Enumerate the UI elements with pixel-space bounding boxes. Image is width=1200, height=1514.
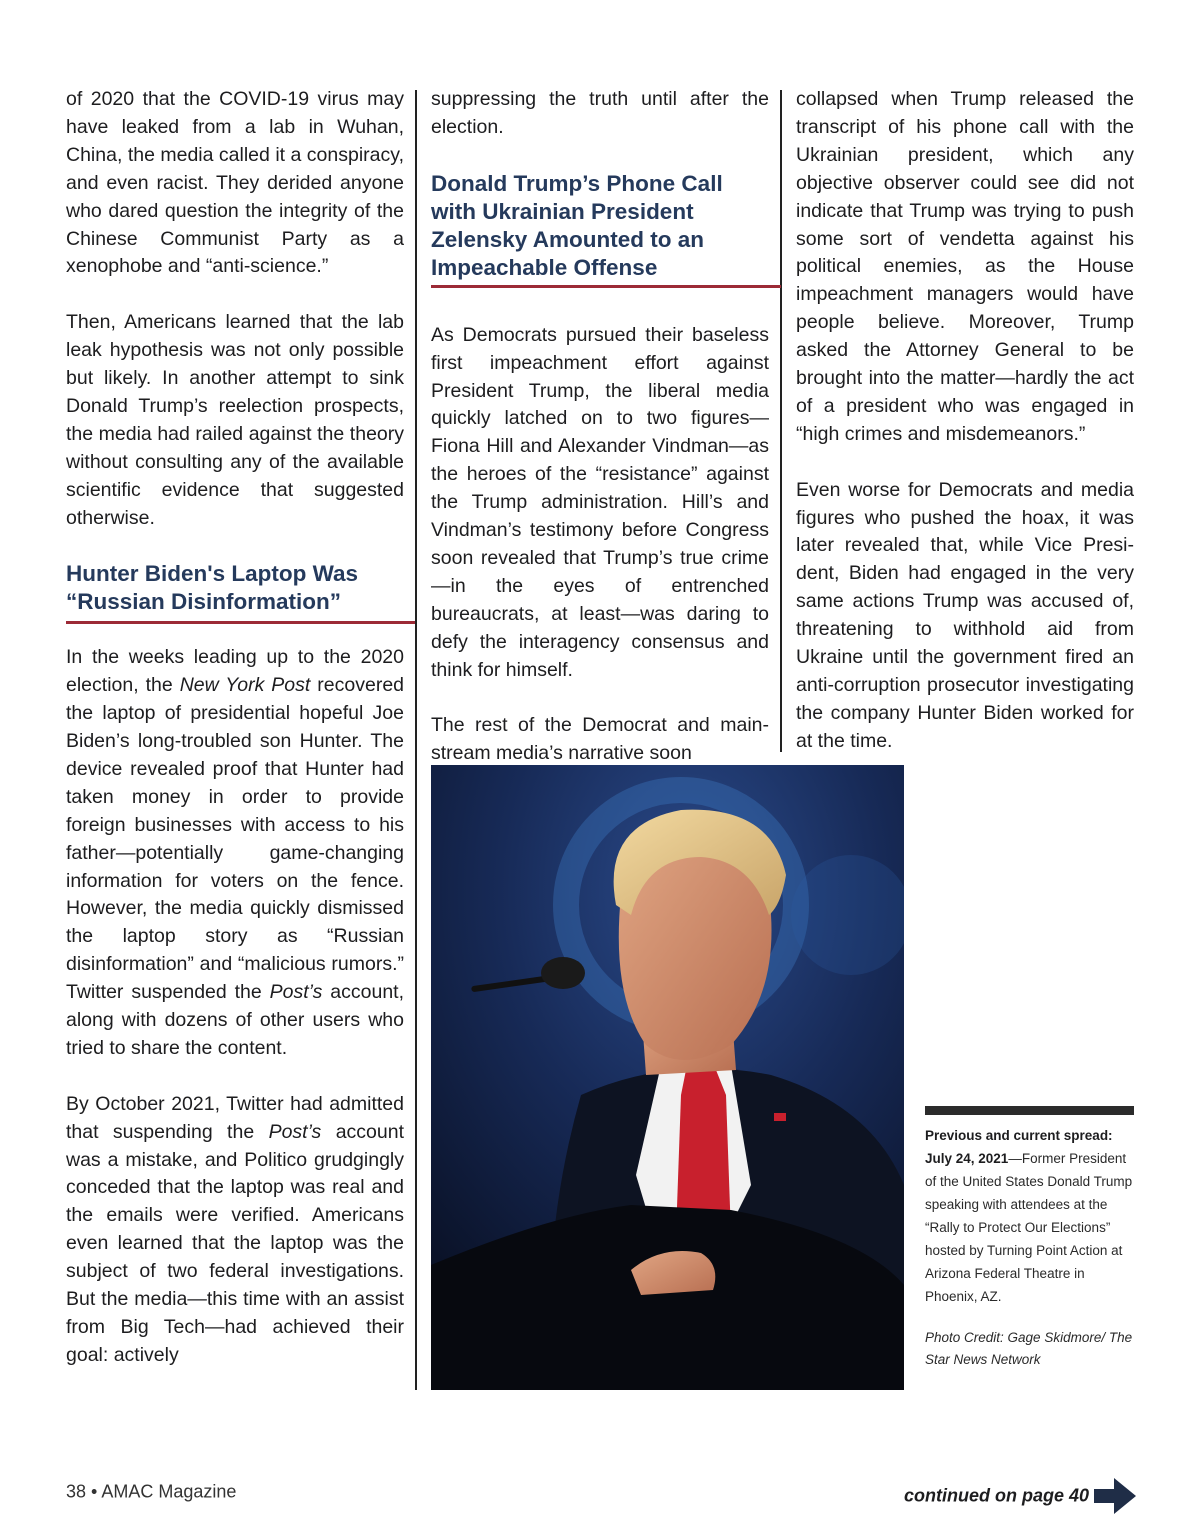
paragraph: suppressing the truth until after the election. <box>431 88 769 138</box>
page-folio: 38 • AMAC Magazine <box>66 1481 237 1502</box>
continued-link[interactable]: continued on page 40 <box>903 1485 1089 1506</box>
paragraph: In the weeks leading up to the 2020 election, the New York Post recovered the laptop of presidential hopeful Joe Biden’s long-troubled son Hunter. The device revealed proof that Hunter had taken money in order to provide foreign businesses with access to his father—potentially game-changing information for voters on the fence. However, the media quickly dismissed the laptop story as “Russian disinformation” and “malicious rumors.” Twitter suspended the Post’s account, along with dozens of other users who tried to share the content. <box>66 646 405 1059</box>
section-heading: Hunter Biden's Laptop Was “Russian Disinformation” <box>66 561 359 615</box>
speaker-illustration <box>431 765 904 1390</box>
publication-name: Post’s <box>269 981 323 1004</box>
paragraph: As Democrats pursued their baseless first impeachment effort against President Trump, the liberal media quickly latched on to two figures—Fiona Hill and Alexander Vindman—as the heroes of the “resistance” against the Trump administration. Hill’s and Vindman’s testimony before Congress soon revealed that Trump’s true crime—in the eyes of entrenched bureaucrats, at least—was daring to defy the interagency consensus and think for himself. <box>431 323 769 681</box>
publication-name: Post’s <box>268 1120 322 1143</box>
caption-date: July 24, 2021 <box>925 1151 1009 1166</box>
column-2 <box>431 86 769 768</box>
caption-title: Previous and current spread: <box>925 1128 1113 1143</box>
arrow-right-icon[interactable] <box>1094 1478 1136 1514</box>
speaker-photo <box>431 765 904 1390</box>
section-rule <box>431 285 781 288</box>
column-1 <box>66 86 404 1370</box>
paragraph: of 2020 that the COVID-19 virus may have leaked from a lab in Wuhan, China, the media called it a conspiracy, and even racist. They derided anyone who dared question the integrity of the Chinese Communist Party as a xenophobe and “anti-science.” <box>66 88 404 278</box>
paragraph: The rest of the Democrat and mainstream media’s narrative soon <box>431 714 769 765</box>
section-rule <box>66 621 417 624</box>
section-heading: Donald Trump’s Phone Call with Ukrainian President Zelensky Amounted to an Impeachable Offense <box>431 170 723 280</box>
column-3 <box>796 86 1134 756</box>
caption-text: —Former President of the United States Donald Trump speaking with attendees at the “Rally to Protect Our Elections” hosted by Turning Point Action at Arizona Federal Theatre in Phoenix, AZ. <box>925 1151 1133 1304</box>
paragraph: Even worse for Democrats and media figures who pushed the hoax, it was later revealed that, while Vice President, Biden had engaged in the very same actions Trump was accused of, threatening to withhold aid from Ukraine until the government fired an anti-corruption prosecutor investigating the company Hunter Biden worked for at the time. <box>796 478 1134 752</box>
paragraph: By October 2021, Twitter had admitted that suspending the Post’s account was a mistake, and Politico grudgingly conceded that the laptop was real and the emails were verified. Americans even learned that the laptop was the subject of two federal investigations. But the media—this time with an assist from Big Tech—had achieved their goal: actively <box>66 1092 405 1366</box>
publication-name: New York Post <box>179 674 311 697</box>
column-divider <box>415 90 417 1390</box>
caption-bar <box>925 1106 1134 1115</box>
paragraph: Then, Americans learned that the lab leak hypothesis was not only possible but likely. In another attempt to sink Donald Trump’s reelection prospects, the media had railed against the theory without consulting any of the available scientific evidence that suggested otherwise. <box>66 311 404 529</box>
column-divider <box>780 90 782 752</box>
photo-credit: Photo Credit: Gage Skidmore/ The Star News Network <box>925 1330 1133 1367</box>
photo-caption <box>925 1124 1134 1308</box>
paragraph: collapsed when Trump released the transcript of his phone call with the Ukrainian president, which any objective observer could see did not indicate that Trump was trying to push some sort of vendetta against his political enemies, as the House impeachment managers would have people believe. Moreover, Trump asked the Attorney General to be brought into the matter—hardly the act of a president who was engaged in “high crimes and misdemeanors.” <box>796 88 1134 445</box>
